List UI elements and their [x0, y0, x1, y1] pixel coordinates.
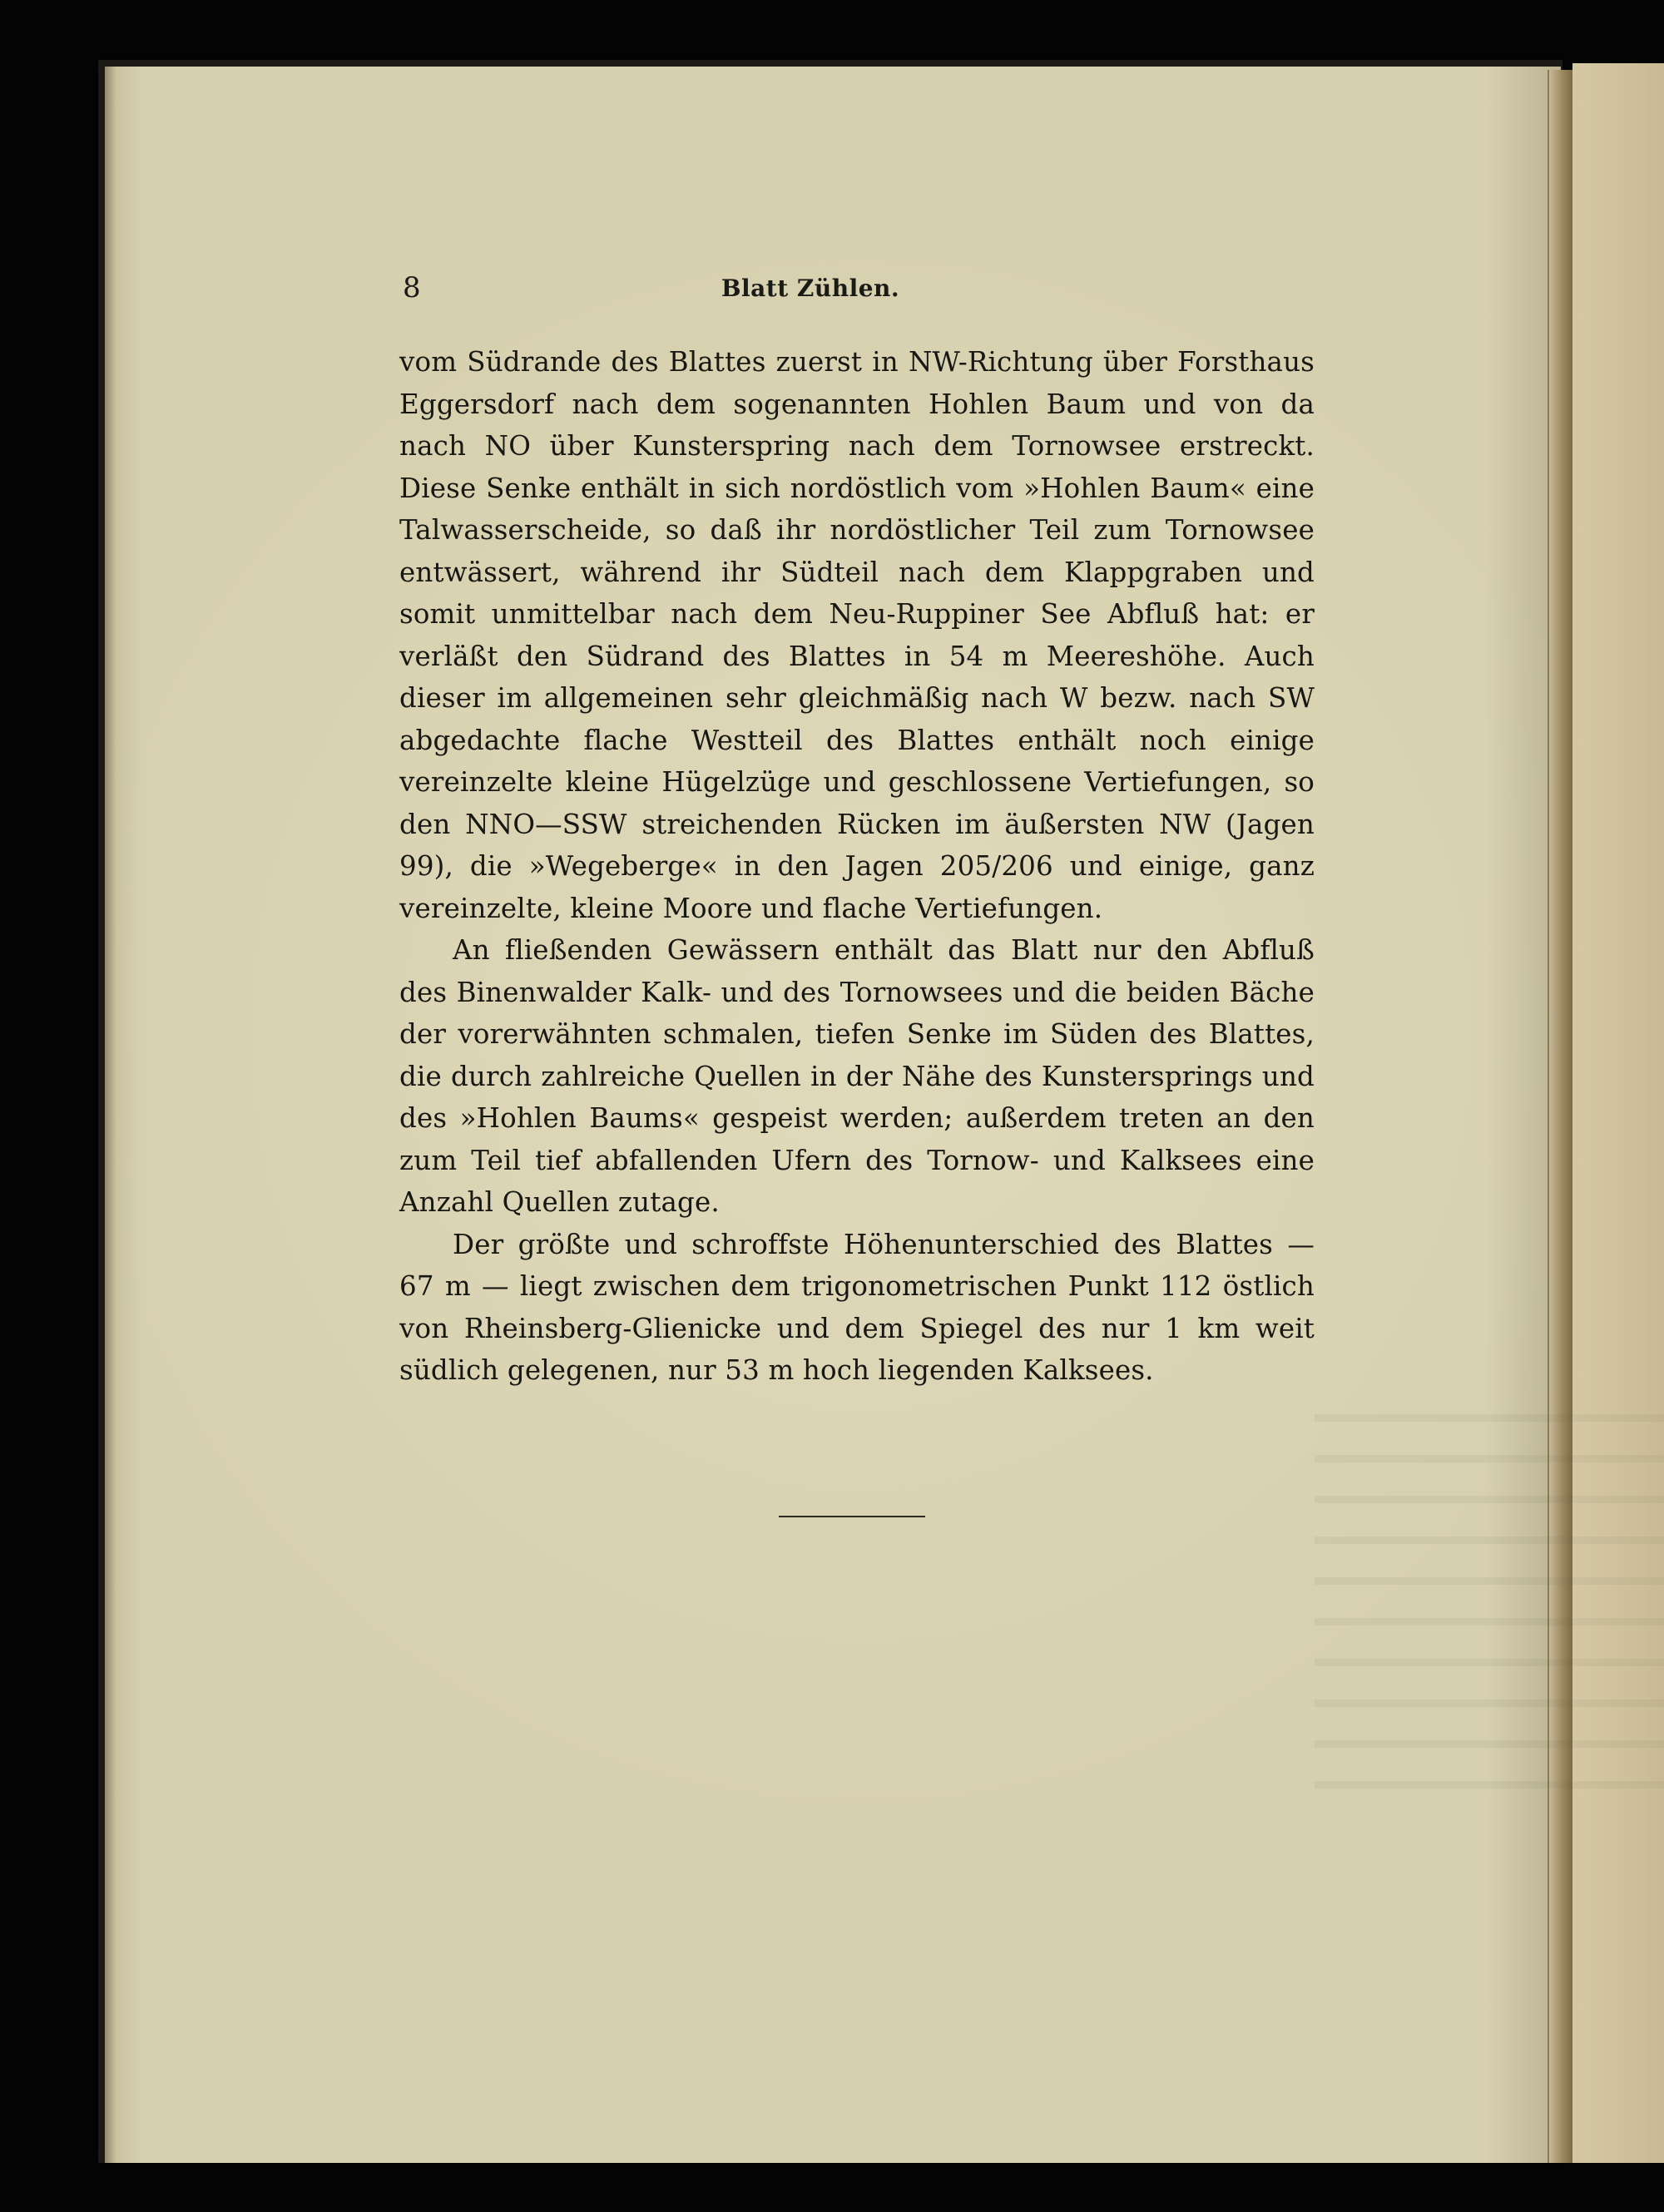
adjacent-page-edge [1572, 63, 1664, 2163]
paragraph-3: Der größte und schroffste Höhenunterschied des Blattes — 67 m — liegt zwischen dem trigonometrischen Punkt 112 östlich von Rheinsberg-Glienicke und dem Spiegel des nur 1 km weit südlich gelegenen, nur 53 m hoch liegenden Kalksees. [399, 1228, 1315, 1386]
paragraph-2: An fließenden Gewässern enthält das Blatt nur den Abfluß des Binenwalder Kalk- und des Tornowsees und die beiden Bäche der vorerwähnten schmalen, tiefen Senke im Süden des Blattes, die durch zahlreiche Quellen in der Nähe des Kunstersprings und des »Hohlen Baums« gespeist werden; außerdem treten an den zum Teil tief abfallenden Ufern des Tornow- und Kalksees eine Anzahl Quellen zutage. [399, 934, 1315, 1218]
book-binding-edge [1548, 70, 1572, 2163]
running-title: Blatt Zühlen. [721, 275, 900, 302]
paragraph-1: vom Südrande des Blattes zuerst in NW-Richtung über Forsthaus Eggersdorf nach dem sogenannten Hohlen Baum und von da nach NO über Kunsterspring nach dem Tornowsee erstreckt. Diese Senke enthält in sich nordöstlich vom »Hohlen Baum« eine Talwasserscheide, so daß ihr nordöstlicher Teil zum Tornowsee entwässert, während ihr Südteil nach dem Klappgraben und somit unmittelbar nach dem Neu-Ruppiner See Abfluß hat: er verläßt den Südrand des Blattes in 54 m Meereshöhe. Auch dieser im allgemeinen sehr gleichmäßig nach W bezw. nach SW abgedachte flache Westteil des Blattes enthält noch einige vereinzelte kleine Hügelzüge und geschlossene Vertiefungen, so den NNO—SSW streichenden Rücken im äußersten NW (Jagen 99), die »Wegeberge« in den Jagen 205/206 und einige, ganz vereinzelte, kleine Moore und flache Vertiefungen. [399, 346, 1315, 924]
section-end-rule [779, 1516, 925, 1517]
page-header [295, 268, 1326, 309]
page-number: 8 [403, 271, 421, 304]
ink-bleed-through [1315, 1414, 1664, 1797]
page-left-edge [105, 67, 116, 2163]
body-text [399, 341, 1315, 1392]
